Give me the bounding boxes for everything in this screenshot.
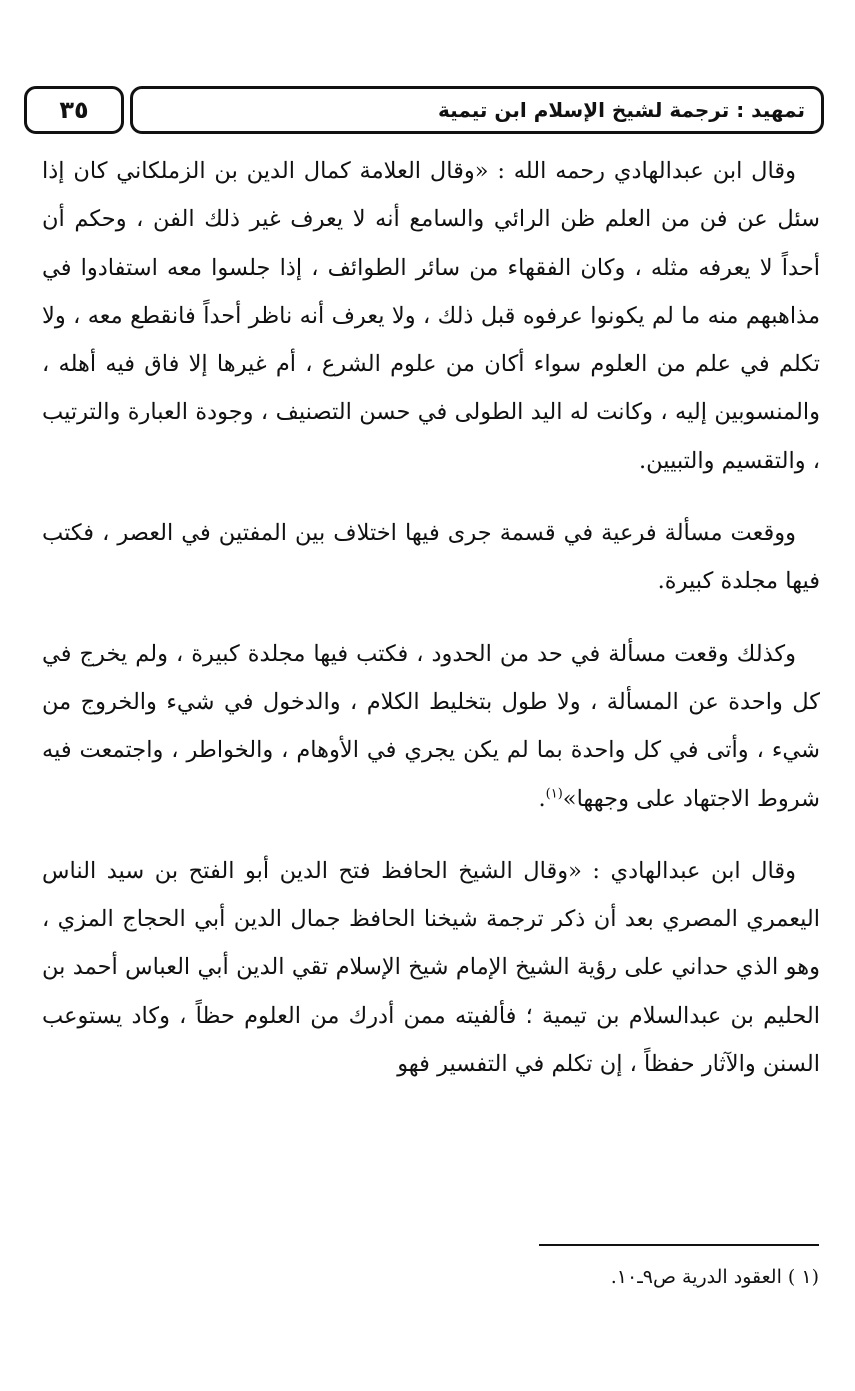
footnote-reference: (١) [545,786,563,802]
chapter-title-box [130,86,824,134]
paragraph-1: وقال ابن عبدالهادي رحمه الله : «وقال العلامة كمال الدين بن الزملكاني كان إذا سئل عن فن من العلم ظن الرائي والسامع أنه لا يعرف غير ذلك الفن ، وحكم أن أحداً لا يعرفه مثله ، وكان الفقهاء من سائر الطوائف ، إذا جلسوا معه استفادوا في مذاهبهم منه ما لم يكونوا عرفوه قبل ذلك ، ولا يعرف أنه ناظر أحداً فانقطع معه ، ولا تكلم في علم من العلوم سواء أكان من علوم الشرع ، أم غيرها إلا فاق فيه أهله ، والمنسوبين إليه ، وكانت له اليد الطولى في حسن التصنيف ، وجودة العبارة والترتيب ، والتقسيم والتبيين. [42,158,820,474]
chapter-title: تمهيد : ترجمة لشيخ الإسلام ابن تيمية [438,98,805,122]
footnote: (١ ) العقود الدرية ص٩ـ١٠. [610,1266,819,1288]
paragraph-2: ووقعت مسألة فرعية في قسمة جرى فيها اختلاف بين المفتين في العصر ، فكتب فيها مجلدة كبيرة. [42,520,820,595]
paragraph-3-end: . [538,785,546,812]
footnote-divider [539,1244,819,1246]
paragraph-4: وقال ابن عبدالهادي : «وقال الشيخ الحافظ فتح الدين أبو الفتح بن سيد الناس اليعمري المصري بعد أن ذكر ترجمة شيخنا الحافظ جمال الدين أبي الحجاج المزي ، وهو الذي حداني على رؤية الشيخ الإمام شيخ الإسلام تقي الدين أبي العباس أحمد بن الحليم بن عبدالسلام بن تيمية ؛ فألفيته ممن أدرك من العلوم حظاً ، وكاد يستوعب السنن والآثار حفظاً ، إن تكلم في التفسير فهو [42,857,820,1078]
page-header [24,86,824,138]
paragraph-3-text: وكذلك وقعت مسألة في حد من الحدود ، فكتب فيها مجلدة كبيرة ، ولم يخرج في كل واحدة عن المسألة ، ولا طول بتخليط الكلام ، والدخول في شيء والخروج من شيء ، وأتى في كل واحدة بما لم يكن يجري في الأوهام ، والخواطر ، واجتمعت فيه شروط الاجتهاد على وجهها» [42,640,821,812]
page-number: ٣٥ [59,96,89,124]
page-number-box [24,86,124,134]
main-text [42,147,820,1088]
paragraph-3 [42,630,820,823]
